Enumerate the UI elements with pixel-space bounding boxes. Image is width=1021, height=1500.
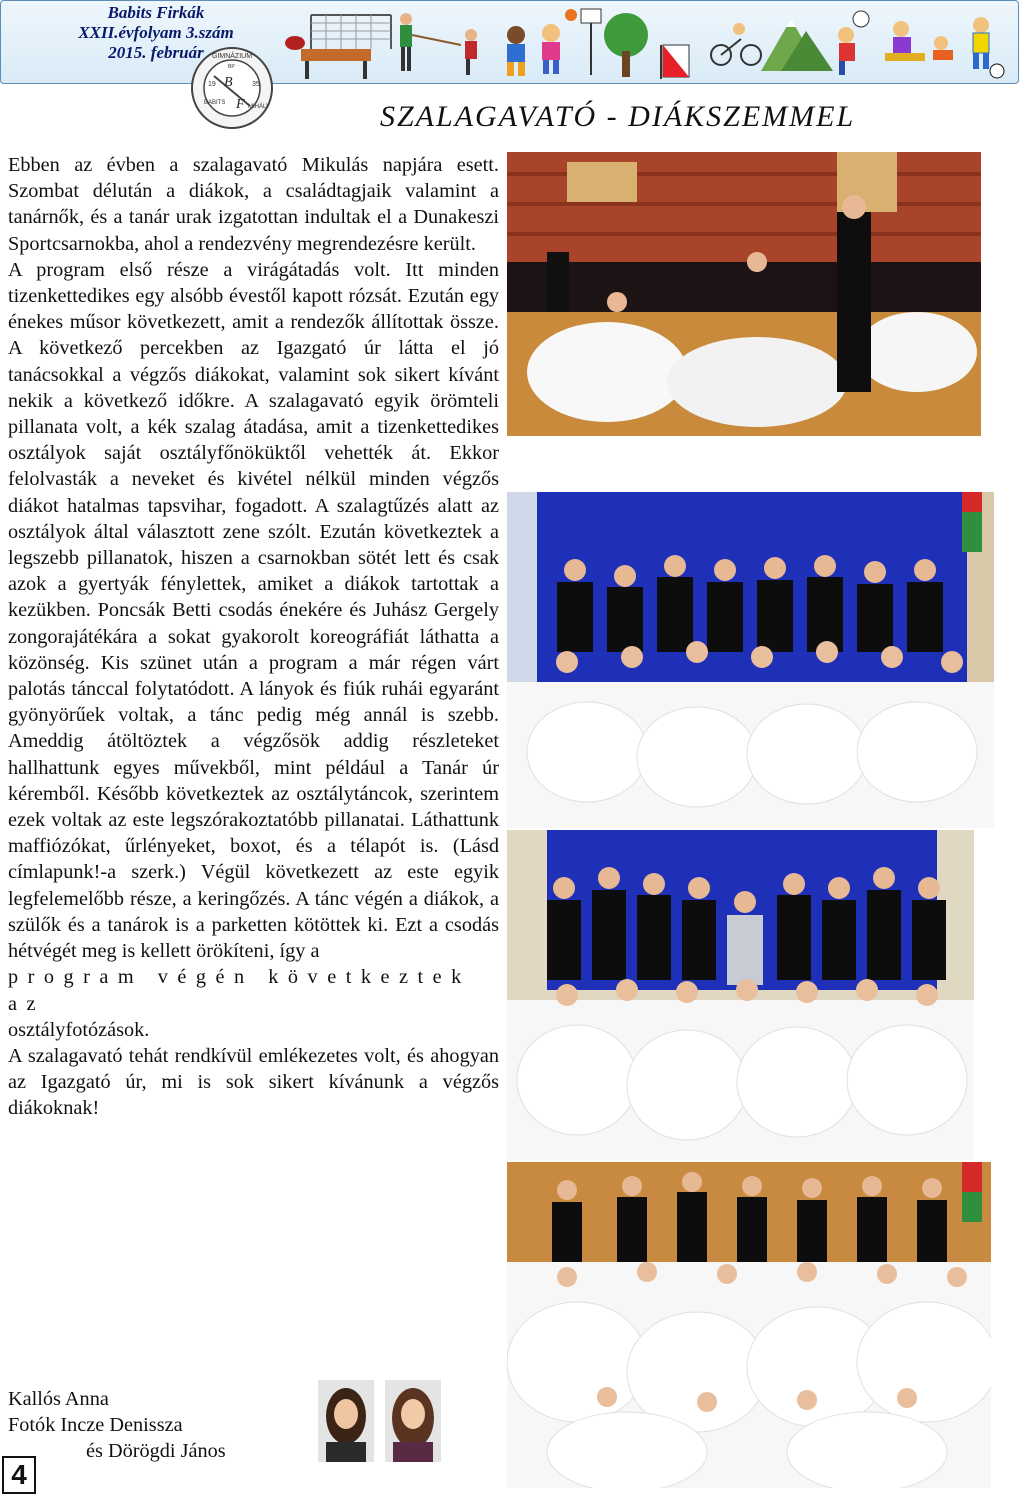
photo-credit-line-1: Fotók Incze Denissza [8,1414,183,1437]
football-player-icon [973,17,1004,78]
article-credits [8,1386,308,1465]
author-portrait-1 [318,1380,374,1462]
school-crest-logo [190,46,274,130]
svg-text:BABITS: BABITS [204,100,226,106]
hiking-mountain-icon [761,19,833,71]
svg-text:BP: BP [228,64,235,70]
article-title: SZALAGAVATÓ - DIÁKSZEMMEL [380,100,856,133]
waltz-dancing-photo [507,152,981,436]
class-group-photo-2 [507,830,974,1160]
sports-illustration [281,5,1011,81]
svg-text:35: 35 [252,81,260,88]
author-portrait-2 [385,1380,441,1462]
running-kid-icon [507,26,525,76]
cyclist-icon [711,23,761,65]
author-name: Kallós Anna [8,1388,109,1410]
class-group-photo-3 [507,1162,991,1488]
issue-date: 2015. február [108,43,204,62]
orienteering-flag-icon [661,45,689,79]
svg-text:B: B [224,75,233,90]
basketball-hoop-icon [581,9,648,77]
volume-issue: XXII.évfolyam 3.szám [78,23,234,42]
jumping-kids-icon [885,21,953,61]
table-tennis-icon [285,36,371,79]
paragraph-spaced-line: program végén következtek az [8,966,471,1015]
svg-text:F: F [236,97,245,112]
svg-text:19: 19 [208,81,216,88]
page-number: 4 [2,1456,36,1494]
article-body [8,152,499,1122]
paragraph-closing: A szalagavató tehát rendkívül emlékezetes volt, és ahogyan az Igazgató úr, mi is sok sikert kívánunk a végzős diákoknak! [8,1044,499,1120]
svg-text:GIMNÁZIUM: GIMNÁZIUM [211,53,253,60]
publication-name: Babits Firkák [107,3,205,22]
header-banner [0,0,1019,84]
svg-text:MIHÁLY: MIHÁLY [248,104,270,110]
volleyball-net-icon [311,15,391,49]
class-group-photo-1 [507,492,994,828]
photo-credit-line-2: és Dörögdi János [86,1440,226,1463]
paragraph-main: A program első része a virágátadás volt. Itt minden tizenkettedikes egy alsóbb évestől kapott rózsát. Ezután egy énekes műsor következett, amit a rendezők állítottak össze. A következő percekben az Igazgató úr látta el jó tanácsokkal a végzős diákokat, valamint sok sikert kívánt nekik a következő időkre. A szalagavató egyik örömteli pillanata volt, a kék szalag átadása, amit a tizenkettedikes osztályok saját osztályfőnöküktől vehették át. Ekkor felolvasták a neveket és kivétel nélkül minden végzős diákot hatalmas tapsvihar, fogadott. A szalagtűzés alatt az osztályok által választott zene szólt. Ezután következtek a legszebb pillanatok, hiszen a csarnokban sötét lett és csak azok a gyertyák fénylettek, amiket a diákok tartottak a kezükben. Poncsák Betti csodás énekére és Juhász Gergely zongorajátékára a sokat gyakorolt koreográfiát láthatta a közönség. Kis szünet után a program a már régen várt palotás tánccal folytatódott. A lányok és fiúk ruhái egyaránt gyönyörűek voltak, a tánc pedig még annál is szebb. Ameddig átöltöztek a végzősök addig részleteket hallhattunk egyes művekből, mint például a Tanár úr kéremből. Később következtek az osztálytáncok, szerintem ezek voltak az este legszórakoztatóbb pillanatai. Láthattunk maffiózókat, űrlényeket, boxot, és a télapót is. (Lásd címlapunk!-a szerk.) Végül következett az este egyik legfelemelőbb része, a keringőzés. A tánc végén a diákok, a szülők és a tanárok is a parketten kötöttek ki. Ezt a csodás hétvégét meg is kellett örökíteni, így a [8,258,499,963]
basketball-player-icon [542,9,577,74]
tug-of-war-icon [400,13,477,75]
paragraph-photos-line: osztályfotózások. [8,1018,150,1041]
paragraph-intro: Ebben az évben a szalagavató Mikulás napjára esett. Szombat délután a diákok, a családtagjaik valamint a tanárnők, és a tanár urak izgatottan indultak el a Dunakeszi Sportcsarnokba, ahol a rendezvény megrendezésre került. [8,154,499,255]
volleyball-player-icon [838,11,869,75]
